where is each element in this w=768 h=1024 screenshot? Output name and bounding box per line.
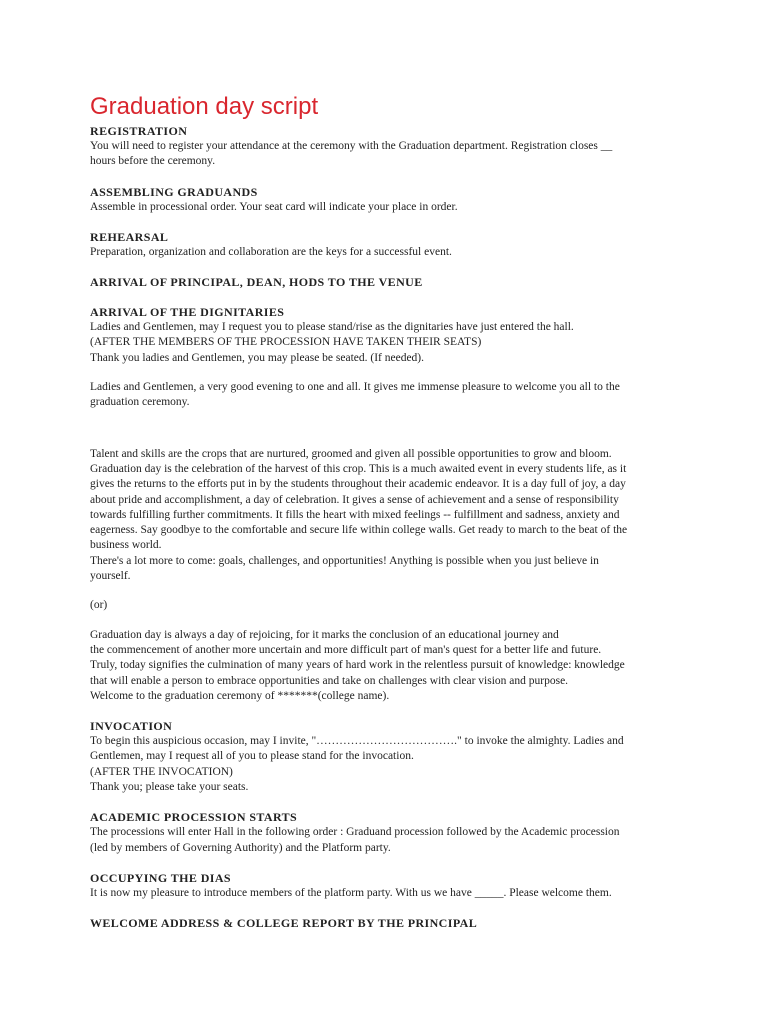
heading-invocation: INVOCATION [90, 719, 173, 734]
registration-line-2: hours before the ceremony. [90, 155, 216, 168]
invocation-line-3: (AFTER THE INVOCATION) [90, 765, 233, 778]
heading-rehearsal: REHEARSAL [90, 229, 169, 244]
talent-line-6: eagerness. Say goodbye to the comfortable and secure life within college walls. Get ready to march to the beat of the [90, 524, 628, 537]
invocation-line-2: Gentlemen, may I request all of you to please stand for the invocation. [90, 750, 414, 763]
dignitaries-line-2: (AFTER THE MEMBERS OF THE PROCESSION HAVE TAKEN THEIR SEATS) [90, 336, 482, 349]
document-title: Graduation day script [90, 93, 319, 120]
alt-line-4: that will enable a person to embrace opportunities and take on challenges with clear vision and purpose. [90, 674, 569, 687]
dignitaries-line-3: Thank you ladies and Gentlemen, you may please be seated. (If needed). [90, 351, 425, 364]
talent-line-3: gives the returns to the efforts put in by the students throughout their academic endeavor. It is a day full of joy, a day [90, 478, 626, 491]
document-page [90, 92, 690, 931]
heading-occupying-dias: OCCUPYING THE DIAS [90, 870, 231, 885]
heading-arrival-dignitaries: ARRIVAL OF THE DIGNITARIES [90, 305, 285, 320]
talent-line-5: towards fulfilling further commitments. It fills the heart with mixed feelings -- fulfillment and sadness, anxiety and [90, 508, 620, 521]
welcome-line-2: graduation ceremony. [90, 396, 190, 409]
talent-line-1: Talent and skills are the crops that are nurtured, groomed and given all possible opportunities to grow and bloom. [90, 447, 612, 460]
procession-line-2: (led by members of Governing Authority) and the Platform party. [90, 841, 391, 854]
welcome-line-1: Ladies and Gentlemen, a very good evening to one and all. It gives me immense pleasure to welcome you all to the [90, 381, 620, 394]
dias-line-1: It is now my pleasure to introduce members of the platform party. With us we have _____. Please welcome them. [90, 886, 612, 899]
talent-line-7: business world. [90, 539, 162, 552]
alt-line-2: the commencement of another more uncertain and more difficult part of man's quest for a better life and future. [90, 643, 602, 656]
talent-line-8: There's a lot more to come: goals, challenges, and opportunities! Anything is possible when you just believe in [90, 554, 599, 567]
invocation-line-4: Thank you; please take your seats. [90, 781, 249, 794]
talent-line-2: Graduation day is the celebration of the harvest of this crop. This is a much awaited event in every students life, as it [90, 462, 627, 475]
alt-line-3: Truly, today signifies the culmination of many years of hard work in the relentless pursuit of knowledge: knowledge [90, 659, 625, 672]
alt-line-5: Welcome to the graduation ceremony of *******(college name). [90, 689, 390, 702]
heading-arrival-principal: ARRIVAL OF PRINCIPAL, DEAN, HODS TO THE VENUE [90, 275, 423, 290]
procession-line-1: The processions will enter Hall in the following order : Graduand procession followed by the Academic procession [90, 826, 620, 839]
rehearsal-line-1: Preparation, organization and collaboration are the keys for a successful event. [90, 245, 452, 258]
assembling-line-1: Assemble in processional order. Your seat card will indicate your place in order. [90, 200, 458, 213]
heading-academic-procession: ACADEMIC PROCESSION STARTS [90, 810, 298, 825]
heading-registration: REGISTRATION [90, 124, 188, 138]
talent-line-4: about pride and accomplishment, a day of celebration. It gives a sense of achievement and a sense of responsibility [90, 493, 619, 506]
registration-line-1: You will need to register your attendance at the ceremony with the Graduation department. Registration closes __ [90, 140, 613, 152]
dignitaries-line-1: Ladies and Gentlemen, may I request you to please stand/rise as the dignitaries have just entered the hall. [90, 321, 574, 334]
or-separator: (or) [90, 599, 108, 612]
heading-assembling-graduands: ASSEMBLING GRADUANDS [90, 184, 258, 199]
alt-line-1: Graduation day is always a day of rejoicing, for it marks the conclusion of an educational journey and [90, 628, 559, 641]
heading-welcome-address: WELCOME ADDRESS & COLLEGE REPORT BY THE PRINCIPAL [90, 916, 478, 931]
talent-line-9: yourself. [90, 570, 131, 583]
invocation-line-1: To begin this auspicious occasion, may I invite, "………………………………." to invoke the almighty. Ladies and [90, 735, 624, 748]
